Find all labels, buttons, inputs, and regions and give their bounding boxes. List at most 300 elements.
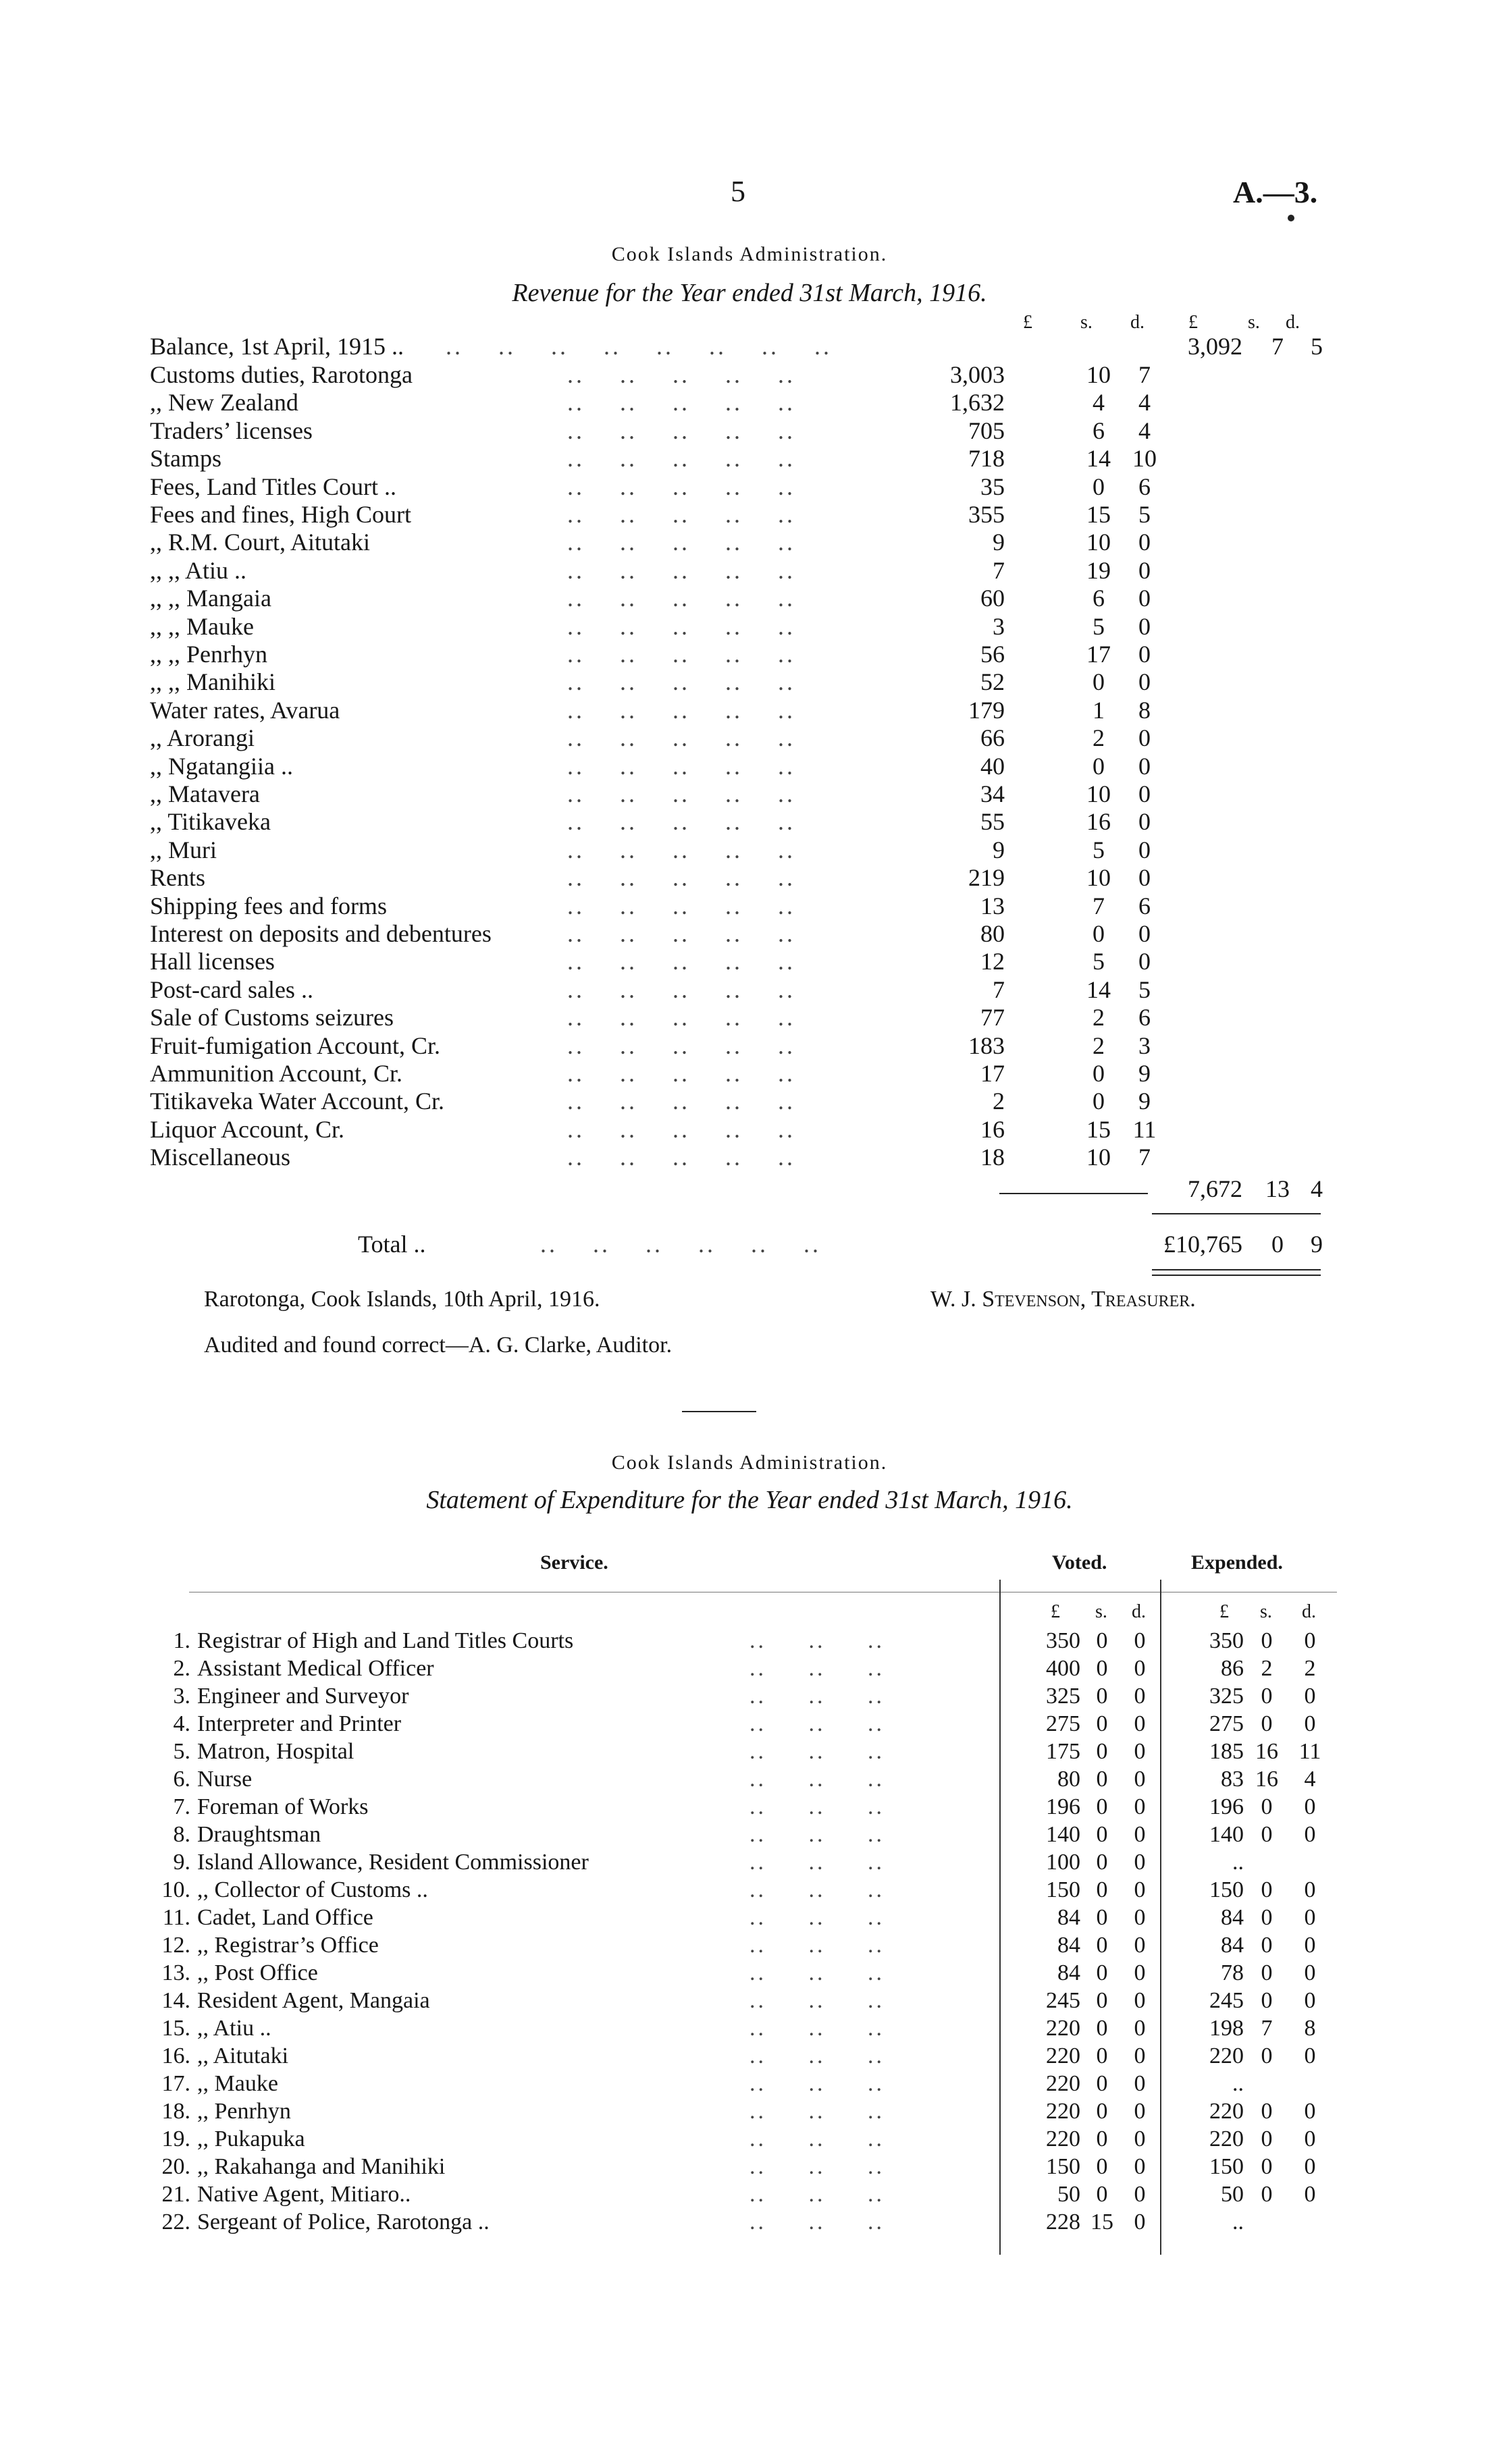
revenue-shillings: 2 <box>1093 1032 1105 1059</box>
revenue-pence: 0 <box>1138 724 1151 751</box>
voted-pence: 0 <box>1134 1905 1146 1930</box>
revenue-shillings: 0 <box>1093 753 1105 780</box>
expended-shillings: 0 <box>1261 1794 1273 1819</box>
revenue-shillings: 0 <box>1093 473 1105 500</box>
leader-dots: .. .. .. <box>750 1656 885 1681</box>
voted-pence: 0 <box>1134 1850 1146 1875</box>
leader-dots: .. .. .. .. .. <box>567 668 795 695</box>
revenue-label: ,, New Zealand <box>150 389 298 416</box>
revenue-pounds: 179 <box>968 697 1005 724</box>
revenue-pounds: 16 <box>980 1116 1005 1143</box>
revenue-pence: 0 <box>1138 613 1151 640</box>
revenue-pence: 0 <box>1138 920 1151 947</box>
revenue-pence: 11 <box>1132 1116 1157 1143</box>
revenue-shillings: 17 <box>1086 641 1111 668</box>
revenue-row <box>0 444 1499 473</box>
revenue-shillings: 10 <box>1086 780 1111 807</box>
expended-unit-pence: d. <box>1302 1601 1316 1622</box>
revenue-pence: 4 <box>1138 417 1151 444</box>
expended-pounds: 185 <box>1209 1739 1244 1764</box>
revenue-label: Sale of Customs seizures <box>150 1004 394 1031</box>
service-label: Resident Agent, Mangaia <box>197 1988 430 2013</box>
revenue-shillings: 10 <box>1086 864 1111 891</box>
revenue-label: Post-card sales .. <box>150 976 313 1003</box>
expended-shillings: 0 <box>1261 1960 1273 1985</box>
service-number: 16. <box>161 2043 190 2068</box>
voted-shillings: 0 <box>1096 1711 1108 1736</box>
voted-pence: 0 <box>1134 1988 1146 2013</box>
expended-pounds: 220 <box>1209 2043 1244 2068</box>
expenditure-row <box>0 1850 1499 1877</box>
expended-pounds: 84 <box>1221 1933 1244 1958</box>
voted-pounds: 50 <box>1057 2182 1080 2207</box>
service-label: ,, Post Office <box>197 1960 318 1985</box>
service-label: ,, Collector of Customs .. <box>197 1877 428 1902</box>
leader-dots: .. .. .. .. .. <box>567 1004 795 1031</box>
col-service: Service. <box>540 1551 608 1574</box>
voted-shillings: 0 <box>1096 1767 1108 1792</box>
expended-shillings: 0 <box>1261 1711 1273 1736</box>
service-number: 9. <box>173 1850 190 1875</box>
revenue-label: Fruit-fumigation Account, Cr. <box>150 1032 440 1059</box>
expended-pounds: 86 <box>1221 1656 1244 1681</box>
expenditure-row <box>0 2071 1499 2099</box>
revenue-shillings: 0 <box>1093 668 1105 695</box>
revenue-pence: 7 <box>1138 1144 1151 1171</box>
service-number: 6. <box>173 1767 190 1792</box>
expended-pounds: .. <box>1232 1850 1244 1875</box>
service-label: Engineer and Surveyor <box>197 1684 409 1709</box>
revenue-heading: Cook Islands Administration. <box>611 243 888 265</box>
revenue-pence: 0 <box>1138 948 1151 975</box>
revenue-label: ,, ,, Penrhyn <box>150 641 267 668</box>
voted-pounds: 84 <box>1057 1933 1080 1958</box>
voted-pounds: 275 <box>1046 1711 1080 1736</box>
service-number: 14. <box>161 1988 190 2013</box>
revenue-pounds: 12 <box>980 948 1005 975</box>
revenue-pence: 0 <box>1138 753 1151 780</box>
revenue-pounds: 219 <box>968 864 1005 891</box>
voted-shillings: 0 <box>1096 1960 1108 1985</box>
revenue-row <box>0 724 1499 752</box>
leader-dots: .. .. .. .. .. <box>567 836 795 863</box>
revenue-pence: 9 <box>1138 1088 1151 1115</box>
expended-shillings: 0 <box>1261 1988 1273 2013</box>
expended-shillings: 0 <box>1261 1628 1273 1653</box>
voted-shillings: 0 <box>1096 1684 1108 1709</box>
revenue-pence: 0 <box>1138 529 1151 556</box>
revenue-pence: 0 <box>1138 836 1151 863</box>
voted-pounds: 84 <box>1057 1960 1080 1985</box>
revenue-row <box>0 500 1499 529</box>
voted-shillings: 0 <box>1096 1739 1108 1764</box>
expended-pounds: 84 <box>1221 1905 1244 1930</box>
voted-shillings: 0 <box>1096 2071 1108 2096</box>
revenue-pounds: 3,003 <box>950 361 1005 388</box>
service-label: ,, Aitutaki <box>197 2043 289 2068</box>
revenue-label: Traders’ licenses <box>150 417 313 444</box>
revenue-row <box>0 473 1499 501</box>
expended-unit-pounds: £ <box>1219 1601 1229 1622</box>
revenue-shillings: 16 <box>1086 808 1111 835</box>
leader-dots: .. .. .. <box>750 1794 885 1819</box>
expenditure-row <box>0 1794 1499 1822</box>
rev-col-shillings: s. <box>1080 312 1093 333</box>
revenue-balance-row <box>0 332 1499 360</box>
expended-shillings: 16 <box>1255 1739 1278 1764</box>
revenue-shillings: 19 <box>1086 557 1111 584</box>
voted-shillings: 0 <box>1096 1877 1108 1902</box>
expended-pence: 0 <box>1304 1822 1316 1847</box>
expended-shillings: 0 <box>1261 1822 1273 1847</box>
leader-dots: .. .. .. .. .. <box>567 389 795 416</box>
leader-dots: .. .. .. <box>750 1988 885 2013</box>
revenue-pounds: 40 <box>980 753 1005 780</box>
expended-pence: 0 <box>1304 2126 1316 2151</box>
expenditure-row <box>0 1739 1499 1767</box>
revenue-shillings: 1 <box>1093 697 1105 724</box>
revenue-pence: 6 <box>1138 473 1151 500</box>
subtotal-shillings: 13 <box>1265 1175 1290 1202</box>
leader-dots: .. .. .. .. .. <box>567 529 795 556</box>
voted-pence: 0 <box>1134 2154 1146 2179</box>
expended-shillings: 0 <box>1261 2043 1273 2068</box>
revenue-row <box>0 1115 1499 1144</box>
leader-dots: .. .. .. .. .. <box>567 697 795 724</box>
revenue-pounds: 705 <box>968 417 1005 444</box>
leader-dots: .. .. .. <box>750 1711 885 1736</box>
revenue-label: ,, Ngatangiia .. <box>150 753 293 780</box>
revenue-pence: 6 <box>1138 1004 1151 1031</box>
revenue-row <box>0 640 1499 668</box>
expended-pence: 0 <box>1304 2154 1316 2179</box>
leader-dots: .. .. .. .. .. <box>567 1032 795 1059</box>
expended-shillings: 0 <box>1261 1933 1273 1958</box>
voted-shillings: 0 <box>1096 1822 1108 1847</box>
revenue-row <box>0 892 1499 920</box>
revenue-pounds: 7 <box>993 557 1005 584</box>
voted-pounds: 220 <box>1046 2043 1080 2068</box>
voted-pounds: 220 <box>1046 2099 1080 2124</box>
revenue-shillings: 0 <box>1093 920 1105 947</box>
revenue-label: Liquor Account, Cr. <box>150 1116 344 1143</box>
revenue-pounds: 80 <box>980 920 1005 947</box>
total-pounds: £10,765 <box>1163 1231 1242 1258</box>
revenue-row <box>0 863 1499 892</box>
voted-pence: 0 <box>1134 2071 1146 2096</box>
revenue-row <box>0 1143 1499 1171</box>
expenditure-row <box>0 1711 1499 1739</box>
service-number: 19. <box>161 2126 190 2151</box>
revenue-pounds: 18 <box>980 1144 1005 1171</box>
document-reference: A.—3. <box>1233 175 1318 209</box>
leader-dots: .. .. .. <box>750 2126 885 2151</box>
revenue-shillings: 5 <box>1093 948 1105 975</box>
revenue-pounds: 9 <box>993 836 1005 863</box>
expended-pounds: 83 <box>1221 1767 1244 1792</box>
voted-pounds: 150 <box>1046 2154 1080 2179</box>
expended-pounds: 50 <box>1221 2182 1244 2207</box>
revenue-label: ,, ,, Manihiki <box>150 668 275 695</box>
col-voted: Voted. <box>1052 1551 1107 1574</box>
expended-pounds: 78 <box>1221 1960 1244 1985</box>
expenditure-subtitle: Statement of Expenditure for the Year ended 31st March, 1916. <box>426 1486 1073 1514</box>
voted-unit-pence: d. <box>1132 1601 1146 1622</box>
expenditure-row <box>0 2209 1499 2237</box>
voted-shillings: 0 <box>1096 2126 1108 2151</box>
voted-shillings: 0 <box>1096 1628 1108 1653</box>
service-label: ,, Rakahanga and Manihiki <box>197 2154 446 2179</box>
revenue-pence: 10 <box>1132 445 1157 472</box>
voted-pence: 0 <box>1134 2182 1146 2207</box>
revenue-pounds: 355 <box>968 501 1005 528</box>
leader-dots: .. .. .. <box>750 1960 885 1985</box>
place-date: Rarotonga, Cook Islands, 10th April, 1916. <box>204 1287 600 1312</box>
leader-dots: .. .. .. .. .. <box>567 361 795 388</box>
voted-pounds: 325 <box>1046 1684 1080 1709</box>
voted-shillings: 0 <box>1096 1905 1108 1930</box>
voted-pence: 0 <box>1134 1822 1146 1847</box>
service-number: 12. <box>161 1933 190 1958</box>
revenue-pounds: 9 <box>993 529 1005 556</box>
expended-shillings: 2 <box>1261 1656 1273 1681</box>
voted-pounds: 196 <box>1046 1794 1080 1819</box>
expended-pounds: 275 <box>1209 1711 1244 1736</box>
expenditure-row <box>0 2016 1499 2043</box>
expended-shillings: 0 <box>1261 2126 1273 2151</box>
voted-shillings: 0 <box>1096 1794 1108 1819</box>
service-label: ,, Registrar’s Office <box>197 1933 379 1958</box>
voted-pence: 0 <box>1134 1877 1146 1902</box>
revenue-shillings: 5 <box>1093 836 1105 863</box>
revenue-pounds: 3 <box>993 613 1005 640</box>
service-label: Draughtsman <box>197 1822 321 1847</box>
service-number: 18. <box>161 2099 190 2124</box>
revenue-subtotal-row <box>0 1175 1499 1203</box>
subtotal-pence: 4 <box>1311 1175 1323 1202</box>
voted-pence: 0 <box>1134 1933 1146 1958</box>
leader-dots: .. .. .. .. .. <box>567 808 795 835</box>
voted-pence: 0 <box>1134 1767 1146 1792</box>
expenditure-row <box>0 2099 1499 2126</box>
leader-dots: .. .. .. .. .. <box>567 557 795 584</box>
expenditure-row <box>0 1905 1499 1933</box>
leader-dots: .. .. .. <box>750 1767 885 1792</box>
revenue-pence: 8 <box>1138 697 1151 724</box>
revenue-pence: 0 <box>1138 557 1151 584</box>
leader-dots: .. .. .. <box>750 2016 885 2041</box>
service-number: 22. <box>161 2209 190 2234</box>
service-label: Sergeant of Police, Rarotonga .. <box>197 2209 490 2234</box>
revenue-shillings: 10 <box>1086 361 1111 388</box>
expenditure-row <box>0 1656 1499 1684</box>
revenue-pounds: 1,632 <box>950 389 1005 416</box>
voted-shillings: 0 <box>1096 1656 1108 1681</box>
leader-dots: .. .. .. <box>750 1877 885 1902</box>
revenue-label: Interest on deposits and debentures <box>150 920 492 947</box>
service-label: ,, Mauke <box>197 2071 278 2096</box>
expended-pounds: 220 <box>1209 2099 1244 2124</box>
voted-pounds: 400 <box>1046 1656 1080 1681</box>
expended-pence: 0 <box>1304 1684 1316 1709</box>
expended-pounds: .. <box>1232 2071 1244 2096</box>
leader-dots: .. .. .. <box>750 1628 885 1653</box>
revenue-row <box>0 1032 1499 1060</box>
expenditure-heading: Cook Islands Administration. <box>611 1451 888 1474</box>
service-label: Matron, Hospital <box>197 1739 354 1764</box>
voted-pence: 0 <box>1134 2099 1146 2124</box>
expended-shillings: 0 <box>1261 1684 1273 1709</box>
service-number: 20. <box>161 2154 190 2179</box>
revenue-row <box>0 1059 1499 1088</box>
revenue-row <box>0 1087 1499 1115</box>
revenue-row <box>0 975 1499 1004</box>
expended-pence: 0 <box>1304 1794 1316 1819</box>
section-divider <box>682 1411 756 1412</box>
expended-pence: 0 <box>1304 2182 1316 2207</box>
expended-pence: 0 <box>1304 2043 1316 2068</box>
expended-shillings: 0 <box>1261 2154 1273 2179</box>
revenue-label: Shipping fees and forms <box>150 892 387 919</box>
revenue-shillings: 14 <box>1086 445 1111 472</box>
revenue-label: Rents <box>150 864 206 891</box>
service-label: Interpreter and Printer <box>197 1711 402 1736</box>
service-label: Island Allowance, Resident Commissioner <box>197 1850 589 1875</box>
leader-dots: .. .. .. <box>750 1684 885 1709</box>
service-number: 7. <box>173 1794 190 1819</box>
revenue-row <box>0 528 1499 556</box>
revenue-pounds: 60 <box>980 585 1005 612</box>
revenue-pence: 7 <box>1138 361 1151 388</box>
revenue-pounds: 77 <box>980 1004 1005 1031</box>
rev-col-pence: d. <box>1130 312 1145 333</box>
revenue-pence: 0 <box>1138 864 1151 891</box>
leader-dots: .. .. .. <box>750 1822 885 1847</box>
revenue-pence: 6 <box>1138 892 1151 919</box>
revenue-row <box>0 780 1499 808</box>
revenue-label: Fees, Land Titles Court .. <box>150 473 397 500</box>
service-number: 11. <box>162 1905 190 1930</box>
revenue-shillings: 10 <box>1086 529 1111 556</box>
expended-pence: 4 <box>1304 1767 1316 1792</box>
revenue-shillings: 15 <box>1086 1116 1111 1143</box>
leader-dots: .. .. .. .. .. <box>567 948 795 975</box>
voted-pounds: 220 <box>1046 2016 1080 2041</box>
voted-pence: 0 <box>1134 1794 1146 1819</box>
leader-dots: .. .. .. <box>750 2099 885 2124</box>
voted-pence: 0 <box>1134 2016 1146 2041</box>
revenue-pounds: 34 <box>980 780 1005 807</box>
leader-dots: .. .. .. .. .. <box>567 1116 795 1143</box>
revenue-pounds: 56 <box>980 641 1005 668</box>
expended-pence: 0 <box>1304 1711 1316 1736</box>
revenue-pounds: 17 <box>980 1060 1005 1087</box>
revenue-row <box>0 696 1499 724</box>
rev-col2-pounds: £ <box>1188 312 1198 333</box>
revenue-row <box>0 417 1499 445</box>
voted-pounds: 220 <box>1046 2071 1080 2096</box>
revenue-label: Fees and fines, High Court <box>150 501 411 528</box>
leader-dots: .. .. .. .. .. .. .. .. <box>446 333 832 360</box>
leader-dots: .. .. .. .. .. .. <box>540 1231 821 1258</box>
revenue-pounds: 718 <box>968 445 1005 472</box>
revenue-label: Customs duties, Rarotonga <box>150 361 413 388</box>
leader-dots: .. .. .. .. .. <box>567 613 795 640</box>
revenue-shillings: 2 <box>1093 1004 1105 1031</box>
service-label: ,, Atiu .. <box>197 2016 271 2041</box>
voted-pence: 0 <box>1134 1684 1146 1709</box>
balance-label: Balance, 1st April, 1915 .. <box>150 333 404 360</box>
revenue-label: ,, ,, Atiu .. <box>150 557 247 584</box>
revenue-pence: 0 <box>1138 585 1151 612</box>
revenue-row <box>0 668 1499 696</box>
revenue-pence: 5 <box>1138 976 1151 1003</box>
leader-dots: .. .. .. .. .. <box>567 1060 795 1087</box>
leader-dots: .. .. .. <box>750 1905 885 1930</box>
revenue-pence: 0 <box>1138 808 1151 835</box>
leader-dots: .. .. .. .. .. <box>567 641 795 668</box>
service-number: 15. <box>161 2016 190 2041</box>
revenue-label: Titikaveka Water Account, Cr. <box>150 1088 445 1115</box>
revenue-row <box>0 388 1499 417</box>
bullet-mark <box>1288 215 1294 221</box>
revenue-shillings: 6 <box>1093 417 1105 444</box>
leader-dots: .. .. .. .. .. <box>567 585 795 612</box>
total-lower-rule-1 <box>1152 1269 1321 1270</box>
expenditure-row <box>0 2154 1499 2182</box>
revenue-label: Miscellaneous <box>150 1144 290 1171</box>
revenue-pence: 9 <box>1138 1060 1151 1087</box>
service-number: 5. <box>173 1739 190 1764</box>
revenue-shillings: 6 <box>1093 585 1105 612</box>
service-number: 1. <box>173 1628 190 1653</box>
expended-pence: 11 <box>1298 1739 1321 1764</box>
expenditure-row <box>0 1822 1499 1850</box>
revenue-label: Hall licenses <box>150 948 275 975</box>
leader-dots: .. .. .. <box>750 1933 885 1958</box>
expended-shillings: 0 <box>1261 1877 1273 1902</box>
voted-pence: 0 <box>1134 1656 1146 1681</box>
expended-unit-shillings: s. <box>1260 1601 1272 1622</box>
revenue-label: ,, R.M. Court, Aitutaki <box>150 529 371 556</box>
expended-pence: 0 <box>1304 1877 1316 1902</box>
voted-pence: 0 <box>1134 1711 1146 1736</box>
leader-dots: .. .. .. <box>750 2182 885 2207</box>
leader-dots: .. .. .. .. .. <box>567 753 795 780</box>
total-upper-rule <box>1152 1213 1321 1214</box>
leader-dots: .. .. .. .. .. <box>567 1144 795 1171</box>
revenue-row <box>0 556 1499 585</box>
expenditure-row <box>0 1877 1499 1905</box>
total-label: Total .. <box>358 1231 426 1258</box>
voted-pounds: 84 <box>1057 1905 1080 1930</box>
expended-shillings: 16 <box>1255 1767 1278 1792</box>
leader-dots: .. .. .. .. .. <box>567 920 795 947</box>
revenue-pounds: 2 <box>993 1088 1005 1115</box>
revenue-shillings: 14 <box>1086 976 1111 1003</box>
expenditure-row <box>0 1767 1499 1794</box>
col-expended: Expended. <box>1191 1551 1283 1574</box>
total-pence: 9 <box>1311 1231 1323 1258</box>
revenue-pence: 0 <box>1138 668 1151 695</box>
voted-pence: 0 <box>1134 2126 1146 2151</box>
expenditure-row <box>0 1960 1499 1988</box>
voted-pounds: 175 <box>1046 1739 1080 1764</box>
expended-pounds: 150 <box>1209 2154 1244 2179</box>
leader-dots: .. .. .. <box>750 2043 885 2068</box>
leader-dots: .. .. .. <box>750 1850 885 1875</box>
expended-pence: 0 <box>1304 1905 1316 1930</box>
